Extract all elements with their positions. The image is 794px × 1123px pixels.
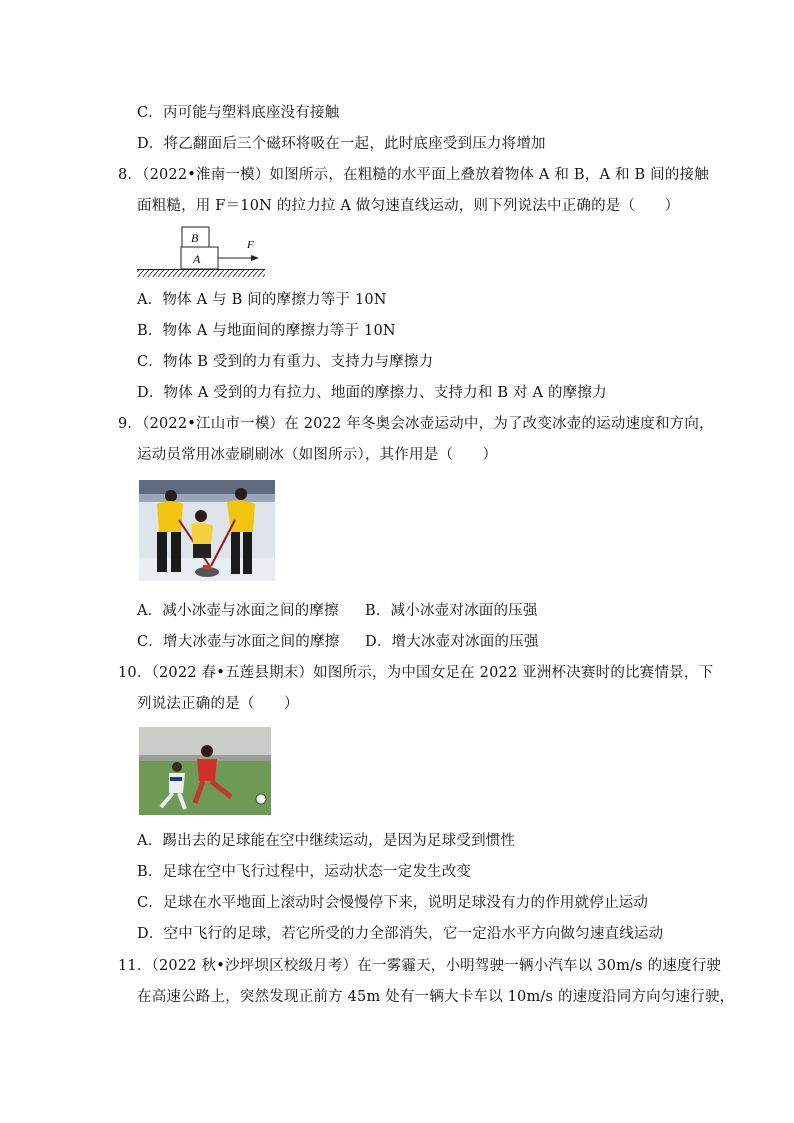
q10-option-b: B．足球在空中飞行过程中，运动状态一定发生改变: [137, 864, 472, 880]
label-b: B: [191, 231, 199, 245]
q10-option-c: C．足球在水平地面上滚动时会慢慢停下来，说明足球没有力的作用就停止运动: [137, 895, 649, 911]
q11-stem-line1: 11．（2022 秋•沙坪坝区校级月考）在一雾霾天，小明驾驶一辆小汽车以 30m/s 的速度行驶: [118, 958, 722, 974]
label-f: F: [247, 239, 254, 251]
q8-option-d: D．物体 A 受到的力有拉力、地面的摩擦力、支持力和 B 对 A 的摩擦力: [137, 385, 607, 401]
q9-stem-line2: 运动员常用冰壶刷刷冰（如图所示），其作用是（ ）: [137, 447, 498, 463]
q10-stem-line2: 列说法正确的是（ ）: [137, 696, 299, 712]
q10-option-d: D．空中飞行的足球，若它所受的力全部消失，它一定沿水平方向做匀速直线运动: [137, 926, 664, 942]
q9-option-b: B．减小冰壶对冰面的压强: [365, 603, 538, 619]
q8-option-b: B．物体 A 与地面间的摩擦力等于 10N: [137, 323, 396, 339]
label-a: A: [193, 252, 201, 266]
q7-option-d: D．将乙翻面后三个磁环将吸在一起，此时底座受到压力将增加: [137, 136, 546, 152]
q9-option-a: A．减小冰壶与冰面之间的摩擦: [137, 603, 339, 619]
q9-stem-line1: 9．（2022•江山市一模）在 2022 年冬奥会冰壶运动中，为了改变冰壶的运动速度和方向，: [118, 416, 714, 432]
q8-block-diagram: [137, 224, 267, 280]
force-arrowhead: [251, 255, 259, 261]
q7-option-c: C．丙可能与塑料底座没有接触: [137, 105, 340, 121]
q10-stem-line1: 10．（2022 春•五莲县期末）如图所示，为中国女足在 2022 亚洲杯决赛时的比赛情景，下: [118, 665, 714, 681]
ground-hatch: [137, 270, 265, 277]
q9-option-c: C．增大冰壶与冰面之间的摩擦: [137, 634, 340, 650]
q8-stem-line2: 面粗糙，用 F＝10N 的拉力拉 A 做匀速直线运动，则下列说法中正确的是（ ）: [137, 198, 680, 214]
q8-stem-line1: 8．（2022•淮南一模）如图所示，在粗糙的水平面上叠放着物体 A 和 B，A 和 B 间的接触: [118, 167, 709, 183]
q9-option-d: D．增大冰壶对冰面的压强: [365, 634, 539, 650]
football-photo: [139, 727, 271, 815]
q11-stem-line2: 在高速公路上，突然发现正前方 45m 处有一辆大卡车以 10m/s 的速度沿同方向匀速行驶，: [137, 989, 735, 1005]
q8-option-a: A．物体 A 与 B 间的摩擦力等于 10N: [137, 292, 387, 308]
q10-option-a: A．踢出去的足球能在空中继续运动，是因为足球受到惯性: [137, 833, 516, 849]
q8-option-c: C．物体 B 受到的力有重力、支持力与摩擦力: [137, 354, 434, 370]
curling-photo: [139, 480, 275, 581]
